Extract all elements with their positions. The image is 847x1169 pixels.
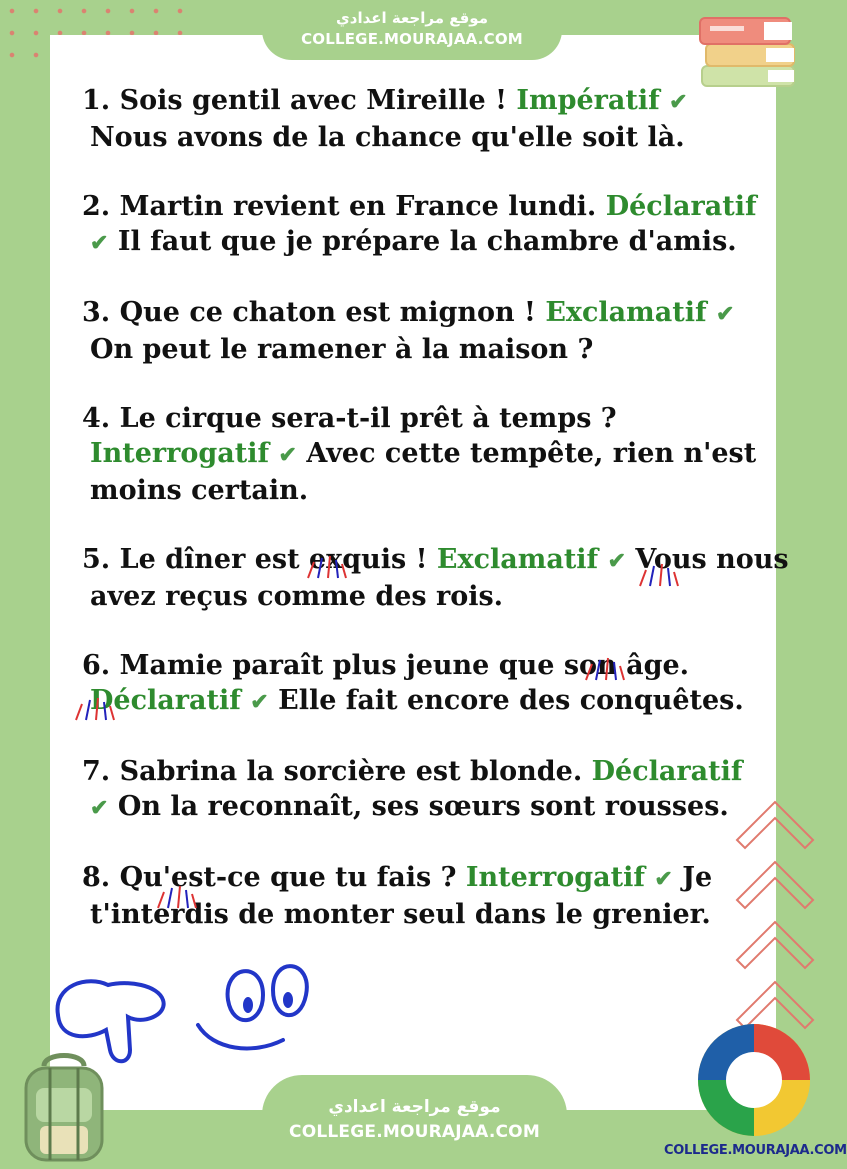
- exercise-item: [82, 754, 830, 826]
- item-sentence: Sabrina la sorcière est blonde.: [119, 756, 583, 787]
- item-sentence: Que ce chaton est mignon !: [119, 297, 536, 328]
- exercise-item: [82, 189, 830, 261]
- item-number: 8.: [82, 862, 111, 893]
- exercise-item: [82, 860, 830, 932]
- footer-tab: [262, 1075, 567, 1169]
- item-answer: Interrogatif: [465, 862, 645, 893]
- exercise-item: [82, 295, 830, 367]
- check-icon: ✔: [90, 230, 109, 256]
- item-sentence: Martin revient en France lundi.: [119, 191, 597, 222]
- check-icon: ✔: [716, 301, 735, 327]
- item-sentence: Le dîner est exquis !: [119, 544, 428, 575]
- exercise-item: [82, 542, 830, 614]
- exercise-item: [82, 648, 830, 720]
- sparkle-icon: [68, 690, 118, 724]
- item-number: 3.: [82, 297, 111, 328]
- item-answer: Interrogatif: [90, 438, 270, 469]
- footer-url[interactable]: COLLEGE.MOURAJAA.COM: [289, 1122, 540, 1142]
- books-icon: [694, 10, 804, 95]
- item-followup: On la reconnaît, ses sœurs sont rousses.: [117, 791, 729, 822]
- check-icon: ✔: [607, 548, 627, 574]
- sparkle-icon: [632, 556, 682, 590]
- brand-label: COLLEGE.MOURAJAA.COM: [664, 1143, 847, 1158]
- item-answer: Exclamatif: [545, 297, 707, 328]
- footer-site-name: موقع مراجعة اعدادي: [328, 1097, 501, 1117]
- item-followup: Elle fait encore des conquêtes.: [278, 685, 744, 716]
- exercise-list: [82, 83, 830, 966]
- item-answer: Déclaratif: [90, 685, 241, 716]
- check-icon: ✔: [669, 89, 688, 115]
- item-number: 7.: [82, 756, 111, 787]
- chevron-icon: [733, 790, 818, 1030]
- check-icon: ✔: [278, 442, 297, 468]
- item-number: 4.: [82, 403, 111, 434]
- item-followup: On peut le ramener à la maison ?: [90, 334, 594, 365]
- sparkle-icon: [578, 650, 628, 684]
- item-answer: Déclaratif: [605, 191, 757, 222]
- sparkle-icon: [300, 548, 350, 582]
- item-followup: Il faut que je prépare la chambre d'amis.: [117, 226, 737, 257]
- header-site-name: موقع مراجعة اعدادي: [336, 9, 488, 27]
- item-answer: Impératif: [516, 85, 660, 116]
- item-answer: Exclamatif: [436, 544, 599, 575]
- item-followup: Nous avons de la chance qu'elle soit là.: [90, 122, 685, 153]
- item-sentence: Le cirque sera-t-il prêt à temps ?: [119, 403, 617, 434]
- item-followup: Avec cette tempête, rien n'est moins certain.: [90, 438, 757, 506]
- item-sentence: Sois gentil avec Mireille !: [119, 85, 507, 116]
- header-url[interactable]: COLLEGE.MOURAJAA.COM: [301, 30, 523, 48]
- item-number: 5.: [82, 544, 111, 575]
- subjects-wheel-icon: [694, 1020, 814, 1140]
- item-followup: Vous nous avez reçus comme des rois.: [90, 544, 789, 612]
- check-icon: ✔: [654, 866, 673, 892]
- exercise-item: [82, 401, 830, 508]
- sparkle-icon: [150, 878, 200, 912]
- item-number: 6.: [82, 650, 111, 681]
- item-answer: Déclaratif: [591, 756, 743, 787]
- check-icon: ✔: [90, 795, 109, 821]
- item-number: 2.: [82, 191, 111, 222]
- header-tab: [262, 0, 562, 60]
- item-sentence: Qu'est-ce que tu fais ?: [119, 862, 457, 893]
- item-followup: Je t'interdis de monter seul dans le grenier.: [90, 862, 713, 930]
- check-icon: ✔: [250, 689, 269, 715]
- item-number: 1.: [82, 85, 111, 116]
- item-sentence: Mamie paraît plus jeune que son âge.: [119, 650, 690, 681]
- backpack-icon: [14, 1052, 114, 1164]
